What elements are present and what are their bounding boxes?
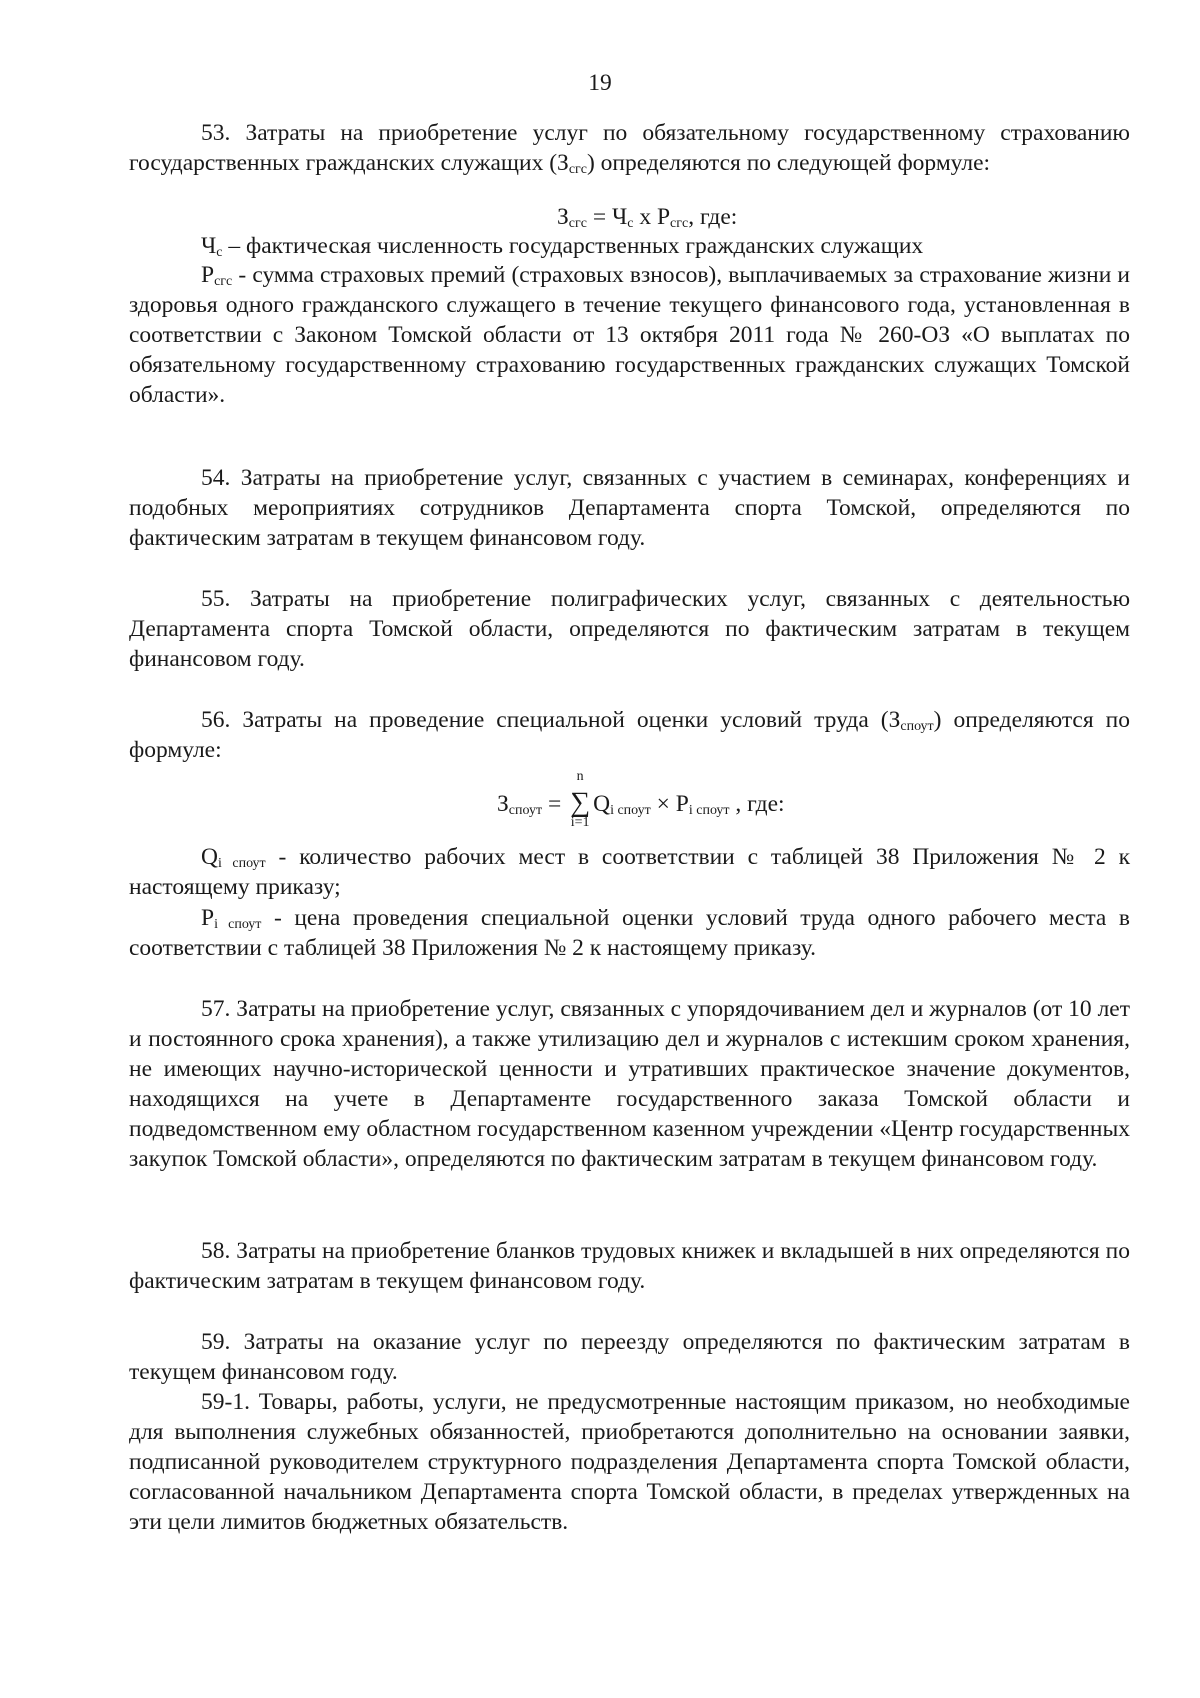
formula-56-q-sub: i споут (610, 803, 651, 818)
formula-53-c-sub: с (627, 216, 634, 231)
p56-def2-text: - цена проведения специальной оценки условий труда одного рабочего места в соответствии с таблицей 38 Приложения № 2 к настоящему приказу. (129, 905, 1130, 961)
p53-def1-symbol: Ч (201, 233, 217, 259)
p56-intro-subscript: споут (900, 719, 934, 734)
p53-def2-text: - сумма страховых премий (страховых взносов), выплачиваемых за страхование жизни и здоровья одного гражданского служащего в течение текущего финансового года, установленная в соответствии с Законом Томской области от 13 октября 2011 года № 260-ОЗ «О выплатах по обязательному государственному страхованию государственных гражданских служащих Томской области». (129, 262, 1130, 408)
sum-symbol: ∑ (570, 787, 591, 818)
formula-53-lhs: З (557, 204, 569, 230)
p53-intro-text: 53. Затраты на приобретение услуг по обязательному государственному страхованию государственных гражданских служащих (З (129, 120, 1130, 176)
paragraph-59: 59. Затраты на оказание услуг по переезду определяются по фактическим затратам в текущем финансовом году. (129, 1329, 1130, 1385)
paragraph-54: 54. Затраты на приобретение услуг, связанных с участием в семинарах, конференциях и подобных мероприятиях сотрудников Департамента спорта Томской, определяются по фактическим затратам в текущем финансовом году. (129, 465, 1130, 551)
formula-53 (557, 202, 737, 232)
formula-53-p-sub: сгс (670, 216, 689, 231)
paragraph-58: 58. Затраты на приобретение бланков трудовых книжек и вкладышей в них определяются по фактическим затратам в текущем финансовом году. (129, 1238, 1130, 1294)
p56-intro-text-end: ) определяются по формуле: (129, 707, 1130, 763)
paragraph-59-1: 59-1. Товары, работы, услуги, не предусмотренные настоящим приказом, но необходимые для выполнения служебных обязанностей, приобретаются дополнительно на основании заявки, подписанной руководителем структурного подразделения Департамента спорта Томской области, согласованной начальником Департамента спорта Томской области, в пределах утвержденных на эти цели лимитов бюджетных обязательств. (129, 1389, 1130, 1535)
p56-def2-symbol: P (201, 905, 215, 931)
p53-def1-sub: с (216, 245, 223, 260)
p53-def2-symbol: Р (201, 262, 215, 288)
p53-definition-2 (129, 260, 1130, 410)
p56-def1-text: - количество рабочих мест в соответствии с таблицей 38 Приложения № 2 к настоящему приказу; (129, 844, 1130, 900)
paragraph-53 (129, 118, 1130, 178)
formula-56-p-sub: i споут (688, 803, 730, 818)
sum-operator (567, 769, 593, 830)
p56-definition-2 (129, 903, 1130, 963)
formula-53-tail: , где: (688, 204, 738, 230)
sum-upper-limit: n (576, 769, 584, 784)
paragraph-56 (129, 705, 1130, 765)
formula-53-lhs-sub: сгс (568, 216, 587, 231)
formula-53-op: х Р (633, 204, 671, 230)
p53-definition-1 (129, 231, 1130, 261)
formula-56-q: Q (593, 791, 611, 817)
p56-def2-sub: i споут (214, 917, 262, 932)
p53-intro-subscript: сгс (568, 162, 587, 177)
p53-intro-text-end: ) определяются по следующей формуле: (586, 150, 991, 176)
paragraph-57: 57. Затраты на приобретение услуг, связанных с упорядочиванием дел и журналов (от 10 лет и постоянного срока хранения), а также утилизацию дел и журналов с истекшим сроком хранения, не имеющих научно-исторической ценности и утративших практическое значение документов, находящихся на учете в Департаменте государственного заказа Томской области и подведомственном ему областном государственном казенном учреждении «Центр государственных закупок Томской области», определяются по фактическим затратам в текущем финансовом году. (129, 996, 1130, 1172)
page-number: 19 (588, 70, 612, 96)
p53-def1-text: – фактическая численность государственных гражданских служащих (222, 233, 924, 259)
formula-53-mid: = Ч (586, 204, 628, 230)
formula-56-eq: = (542, 791, 568, 817)
formula-56-lhs: З (497, 791, 509, 817)
sum-lower-limit: i=1 (570, 815, 590, 830)
formula-56 (497, 769, 785, 830)
formula-56-tail: , где: (729, 791, 785, 817)
p56-definition-1 (129, 842, 1130, 902)
p56-intro-text: 56. Затраты на проведение специальной оценки условий труда (З (201, 707, 901, 733)
p53-def2-sub: сгс (214, 274, 233, 289)
p56-def1-symbol: Q (201, 844, 218, 870)
formula-56-lhs-sub: споут (508, 803, 543, 818)
p56-def1-sub: i споут (217, 856, 266, 871)
paragraph-55: 55. Затраты на приобретение полиграфических услуг, связанных с деятельностью Департамента спорта Томской области, определяются по фактическим затратам в текущем финансовом году. (129, 586, 1130, 672)
formula-56-times: × P (650, 791, 689, 817)
